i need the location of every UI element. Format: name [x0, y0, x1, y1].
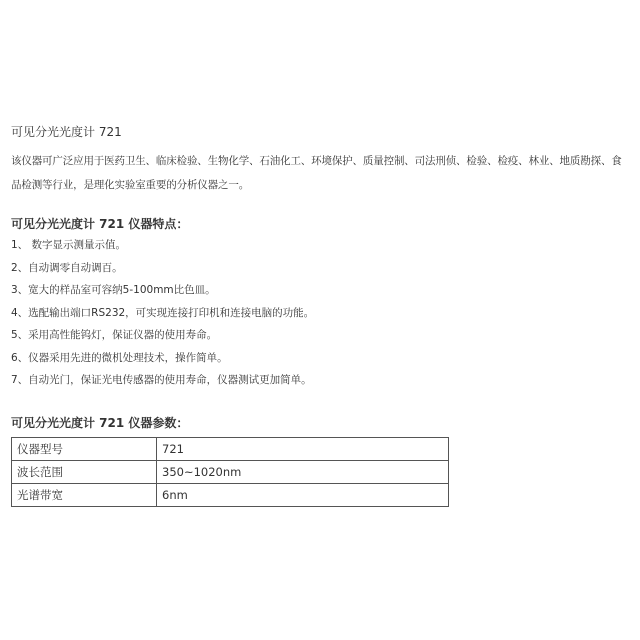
- features-heading: 可见分光光度计 721 仪器特点：: [11, 217, 189, 231]
- feature-item: 3、宽大的样品室可容纳5-100mm比色皿。: [11, 284, 216, 296]
- feature-item: 2、自动调零自动调百。: [11, 261, 123, 274]
- feature-item: 6、仪器采用先进的微机处理技术，操作简单。: [11, 351, 228, 364]
- table-row: [12, 438, 449, 461]
- param-value: 6nm: [157, 484, 449, 507]
- feature-item: 4、选配输出端口RS232，可实现连接打印机和连接电脑的功能。: [11, 306, 315, 319]
- feature-list: [11, 234, 314, 392]
- table-row: [12, 461, 449, 484]
- param-value: 350~1020nm: [157, 461, 449, 484]
- param-label: 光谱带宽: [12, 484, 157, 507]
- param-label: 仪器型号: [12, 438, 157, 461]
- intro-description: 该仪器可广泛应用于医药卫生、临床检验、生物化学、石油化工、环境保护、质量控制、司法刑侦、检验、检疫、林业、地质勘探、食品检测等行业，是理化实验室重要的分析仪器之一。: [11, 155, 622, 191]
- table-row: [12, 484, 449, 507]
- param-value: 721: [157, 438, 449, 461]
- params-heading: 可见分光光度计 721 仪器参数：: [11, 416, 189, 430]
- intro-title: 可见分光光度计 721: [11, 125, 122, 139]
- param-label: 波长范围: [12, 461, 157, 484]
- params-table: [11, 437, 449, 507]
- feature-item: 5、采用高性能钨灯，保证仪器的使用寿命。: [11, 329, 218, 341]
- feature-item: 7、自动光门，保证光电传感器的使用寿命，仪器测试更加简单。: [11, 374, 312, 386]
- feature-item: 1、 数字显示测量示值。: [11, 239, 127, 251]
